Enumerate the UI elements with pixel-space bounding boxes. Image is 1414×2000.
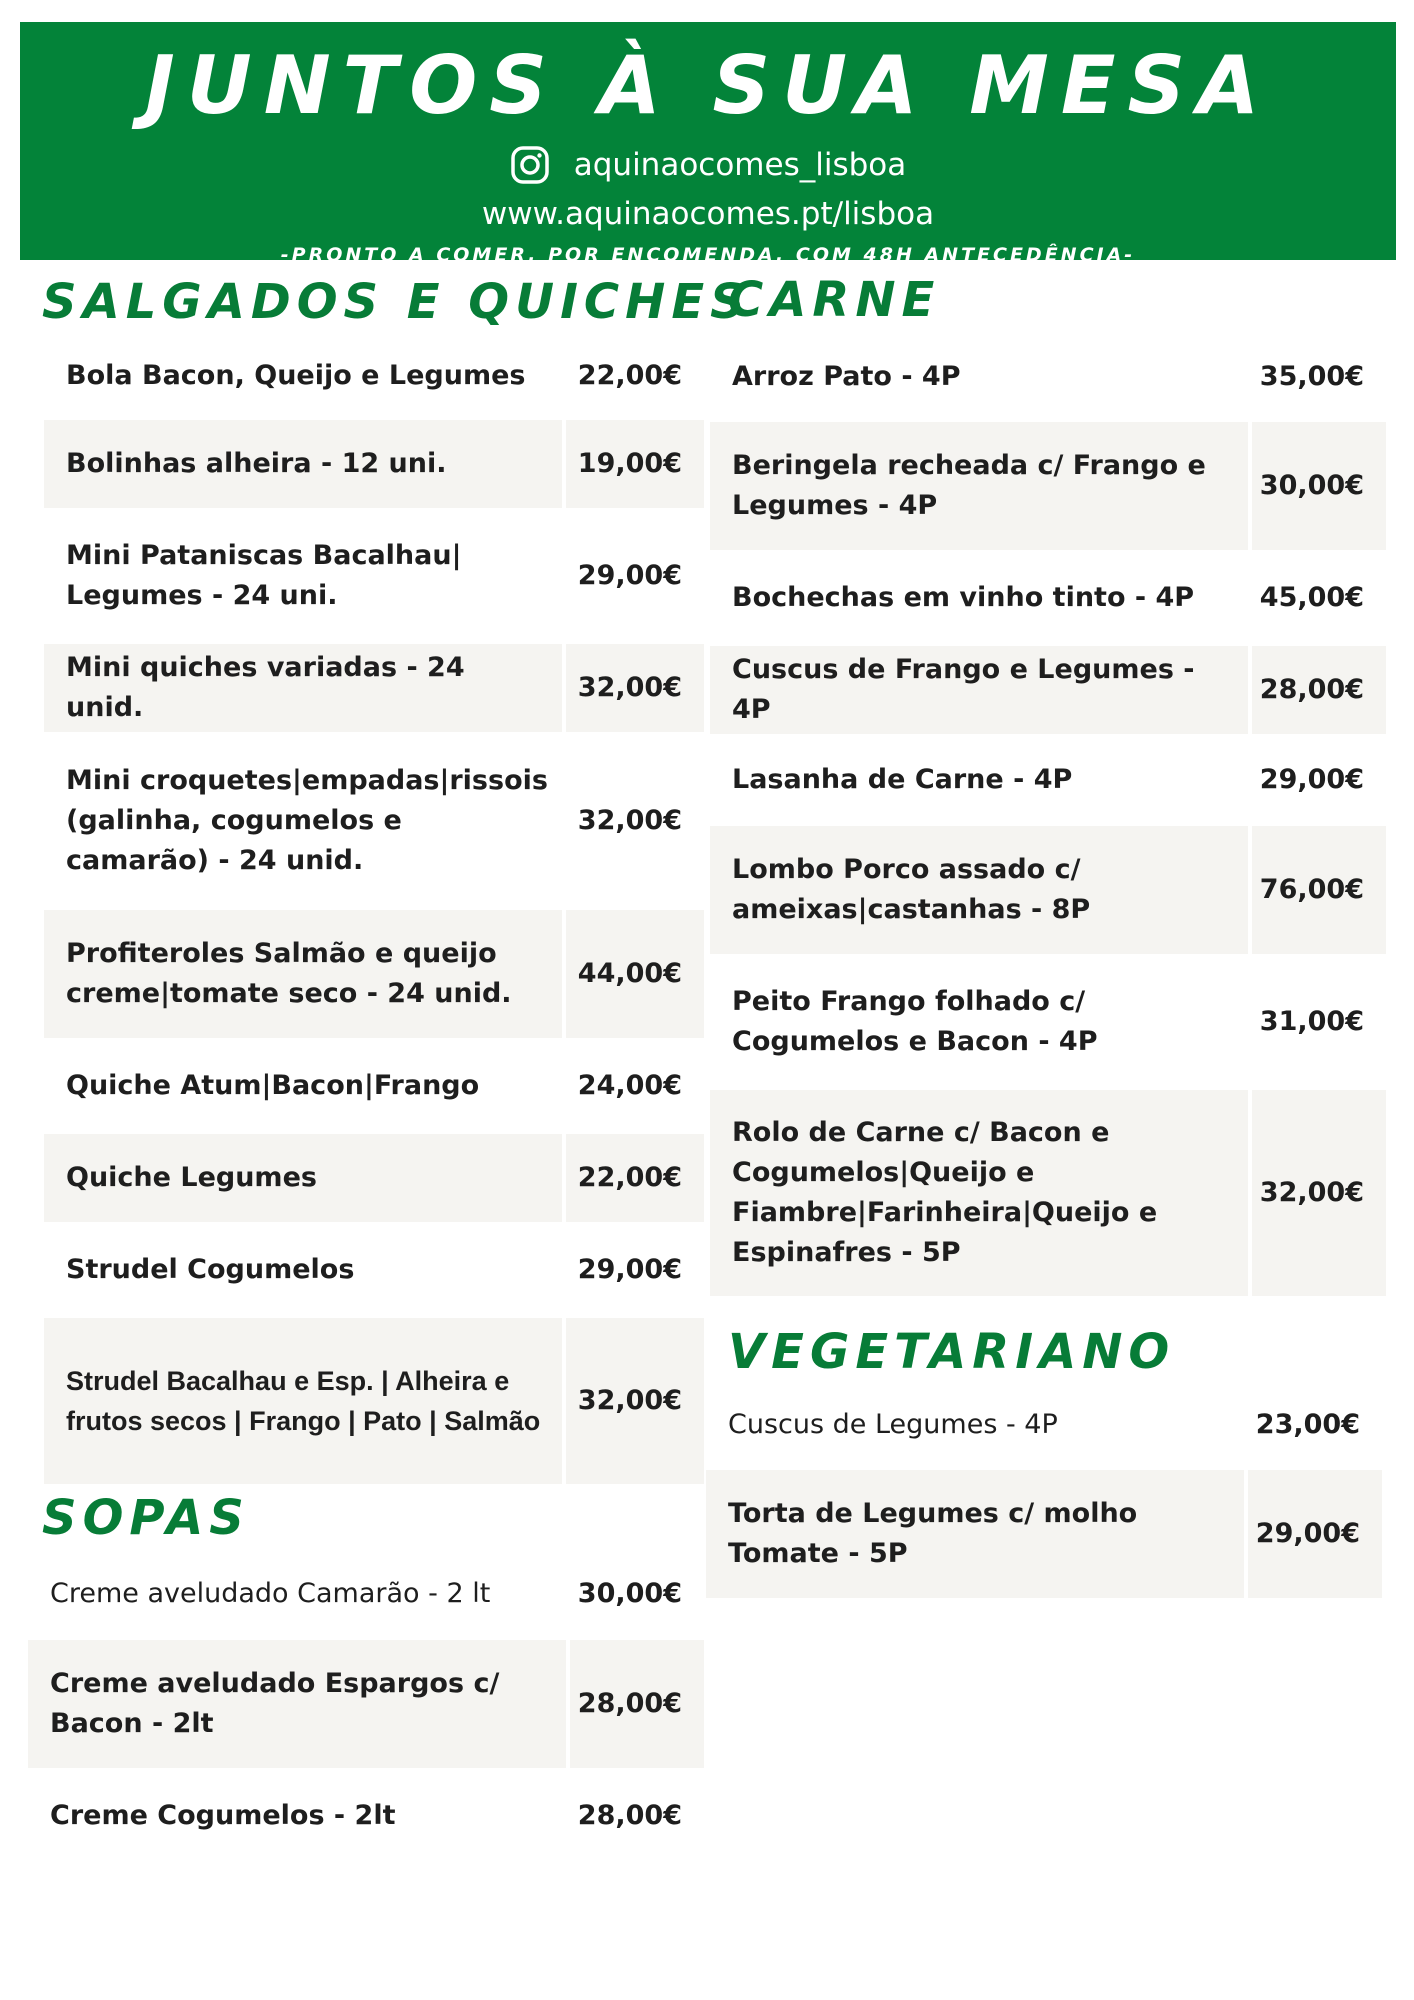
menu-item — [710, 646, 1386, 734]
menu-item — [28, 1552, 704, 1636]
item-name: Mini quiches variadas - 24 unid. — [44, 644, 562, 732]
carne-list — [710, 336, 1386, 1300]
item-name: Lombo Porco assado c/ ameixas|castanhas - 8P — [710, 826, 1248, 954]
item-name: Profiteroles Salmão e queijo creme|tomate seco - 24 unid. — [44, 910, 562, 1038]
item-name: Cuscus de Frango e Legumes - 4P — [710, 646, 1248, 734]
menu-item — [44, 1042, 704, 1130]
item-name: Strudel Cogumelos — [66, 1254, 355, 1285]
instagram-icon — [510, 145, 550, 185]
item-name: Creme Cogumelos - 2lt — [50, 1800, 396, 1831]
item-name: Strudel Bacalhau e Esp. | Alheira e frutos secos | Frango | Pato | Salmão — [44, 1318, 562, 1484]
item-price: 29,00€ — [1259, 764, 1364, 795]
item-price: 30,00€ — [1252, 422, 1386, 550]
item-name: Mini Pataniscas Bacalhau| Legumes - 24 uni. — [66, 540, 462, 611]
section-title-vegetariano: VEGETARIANO — [728, 1324, 1176, 1380]
instagram-handle-row[interactable] — [20, 144, 1396, 186]
item-price: 19,00€ — [566, 420, 704, 508]
menu-item — [28, 1772, 704, 1860]
menu-item — [44, 1318, 704, 1484]
item-price: 22,00€ — [566, 1134, 704, 1222]
item-price: 31,00€ — [1259, 1006, 1364, 1037]
item-name: Torta de Legumes c/ molho Tomate - 5P — [706, 1470, 1244, 1598]
item-name: Quiche Atum|Bacon|Frango — [66, 1070, 480, 1101]
section-title-carne: CARNE — [728, 272, 941, 328]
item-price: 35,00€ — [1259, 361, 1364, 392]
item-name: Beringela recheada c/ Frango e Legumes - 4P — [710, 422, 1248, 550]
item-price: 28,00€ — [570, 1640, 704, 1768]
item-price: 29,00€ — [577, 560, 682, 591]
menu-item — [706, 1470, 1382, 1598]
item-name: Bochechas em vinho tinto - 4P — [732, 582, 1195, 613]
item-price: 22,00€ — [577, 360, 682, 391]
item-price: 76,00€ — [1252, 826, 1386, 954]
vegetariano-list — [706, 1384, 1382, 1602]
menu-item — [710, 336, 1386, 418]
item-name: Quiche Legumes — [44, 1134, 562, 1222]
item-name: Lasanha de Carne - 4P — [732, 764, 1073, 795]
salgados-list — [44, 336, 704, 1488]
item-price: 28,00€ — [1252, 646, 1386, 734]
section-title-salgados: SALGADOS E QUICHES — [42, 274, 751, 330]
menu-item — [44, 420, 704, 508]
item-price: 30,00€ — [577, 1578, 682, 1609]
item-price: 45,00€ — [1259, 582, 1364, 613]
item-name: Bolinhas alheira - 12 uni. — [44, 420, 562, 508]
menu-item — [710, 422, 1386, 550]
menu-item — [710, 554, 1386, 642]
menu-item — [710, 958, 1386, 1086]
menu-item — [44, 644, 704, 732]
item-name: Cuscus de Legumes - 4P — [728, 1409, 1058, 1440]
item-price: 32,00€ — [577, 805, 682, 836]
item-name: Peito Frango folhado c/ Cogumelos e Bacon - 4P — [732, 986, 1098, 1057]
item-name: Creme aveludado Espargos c/ Bacon - 2lt — [28, 1640, 566, 1768]
website-link[interactable]: www.aquinaocomes.pt/lisboa — [481, 196, 935, 232]
item-price: 24,00€ — [577, 1070, 682, 1101]
item-name: Rolo de Carne c/ Bacon e Cogumelos|Queijo e Fiambre|Farinheira|Queijo e Espinafres - 5P — [710, 1090, 1248, 1296]
page-title: JUNTOS À SUA MESA — [144, 39, 1272, 132]
item-price: 32,00€ — [1252, 1090, 1386, 1296]
item-name: Mini croquetes|empadas|rissois (galinha, cogumelos e camarão) - 24 unid. — [66, 765, 548, 876]
tagline: -PRONTO A COMER, POR ENCOMENDA, COM 48H ANTECEDÊNCIA- — [280, 244, 1136, 266]
menu-item — [710, 1090, 1386, 1296]
item-price: 32,00€ — [566, 1318, 704, 1484]
item-price: 32,00€ — [566, 644, 704, 732]
menu-item — [710, 826, 1386, 954]
sopas-list — [28, 1552, 704, 1864]
menu-item — [44, 1134, 704, 1222]
item-name: Arroz Pato - 4P — [732, 361, 961, 392]
menu-item — [710, 738, 1386, 822]
section-title-sopas: SOPAS — [42, 1490, 250, 1546]
menu-item — [706, 1384, 1382, 1466]
header-banner — [20, 22, 1396, 266]
item-name: Bola Bacon, Queijo e Legumes — [66, 360, 526, 391]
menu-item — [44, 910, 704, 1038]
item-price: 23,00€ — [1255, 1409, 1360, 1440]
instagram-handle[interactable]: aquinaocomes_lisboa — [573, 147, 907, 183]
item-price: 28,00€ — [577, 1800, 682, 1831]
menu-item — [44, 336, 704, 416]
item-price: 29,00€ — [1248, 1470, 1382, 1598]
menu-item — [44, 1226, 704, 1314]
menu-item — [28, 1640, 704, 1768]
item-name: Creme aveludado Camarão - 2 lt — [50, 1578, 491, 1609]
item-price: 29,00€ — [577, 1254, 682, 1285]
menu-item — [44, 736, 704, 906]
menu-item — [44, 512, 704, 640]
item-price: 44,00€ — [566, 910, 704, 1038]
